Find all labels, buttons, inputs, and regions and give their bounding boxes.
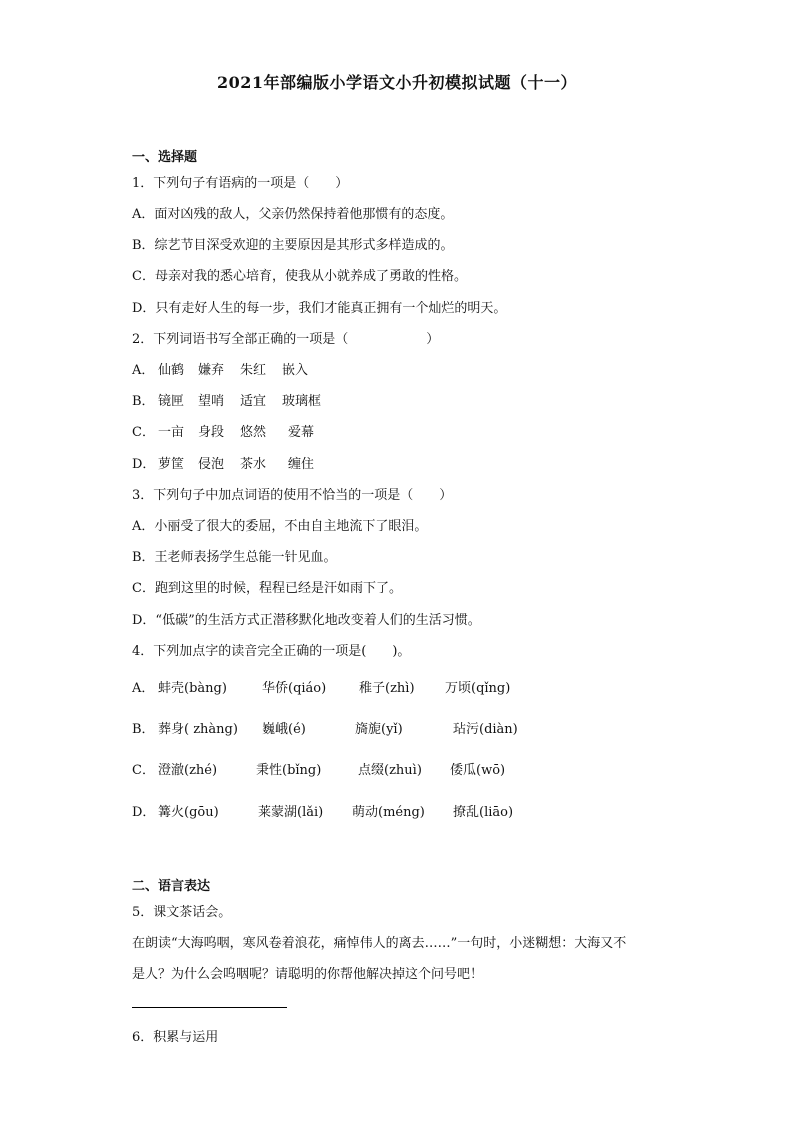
option-letter: B．: [132, 722, 155, 737]
question-1-option-a: A．面对凶残的敌人，父亲仍然保持着他那惯有的态度。: [132, 207, 454, 222]
option-item: 莱蒙湖(lǎi): [258, 805, 324, 820]
option-word: 望哨: [198, 394, 225, 409]
question-3-option-b: B．王老师表扬学生总能一针见血。: [132, 550, 337, 565]
question-6-stem: 6．积累与运用: [132, 1030, 219, 1045]
option-letter: A．: [132, 363, 155, 378]
option-letter: C．: [132, 425, 155, 440]
option-word: 萝筐: [158, 457, 185, 472]
option-item: 华侨(qiáo): [262, 681, 327, 696]
option-word: 适宜: [240, 394, 267, 409]
option-word: 仙鹤: [158, 363, 185, 378]
page-title: 2021年部编版小学语文小升初模拟试题（十一）: [216, 73, 578, 92]
option-item: 旖旎(yǐ): [355, 722, 403, 737]
option-item: 万顷(qǐng): [445, 681, 511, 696]
option-word: 爱幕: [288, 425, 315, 440]
option-item: 澄澈(zhé): [158, 763, 218, 778]
option-letter: A．: [132, 681, 155, 696]
option-word: 玻璃框: [282, 394, 322, 409]
question-5-stem: 5．课文茶话会。: [132, 905, 232, 920]
option-word: 镜匣: [158, 394, 185, 409]
question-3-stem: 3．下列句子中加点词语的使用不恰当的一项是（ ）: [132, 488, 453, 503]
question-5-line-2: 是人？为什么会呜咽呢？请聪明的你帮他解决掉这个问号吧！: [132, 967, 484, 982]
question-4-option-a: [132, 677, 510, 696]
option-word: 一亩: [158, 425, 185, 440]
question-3-option-c: C．跑到这里的时候，程程已经是汗如雨下了。: [132, 581, 402, 596]
option-item: 玷污(diàn): [453, 722, 518, 737]
answer-line[interactable]: [132, 1007, 287, 1008]
option-letter: D．: [132, 805, 156, 820]
option-item: 蚌壳(bàng): [158, 681, 227, 696]
question-2-option-b: [132, 390, 321, 409]
option-item: 稚子(zhì): [359, 681, 415, 696]
question-4-option-c: [132, 759, 505, 778]
option-item: 萌动(méng): [352, 805, 425, 820]
option-word: 缠住: [288, 457, 315, 472]
option-word: 嫌弃: [198, 363, 225, 378]
option-item: 秉性(bǐng): [256, 763, 322, 778]
question-1-option-d: D．只有走好人生的每一步，我们才能真正拥有一个灿烂的明天。: [132, 301, 507, 316]
question-3-option-a: A．小丽受了很大的委屈，不由自主地流下了眼泪。: [132, 519, 428, 534]
question-3-option-d: D．“低碳”的生活方式正潜移默化地改变着人们的生活习惯。: [132, 613, 481, 628]
option-word: 悠然: [240, 425, 267, 440]
section-heading-choice: 一、选择题: [132, 150, 198, 165]
option-word: 朱红: [240, 363, 267, 378]
option-word: 茶水: [240, 457, 267, 472]
option-item: 巍峨(é): [262, 722, 306, 737]
section-heading-language-expression: 二、语言表达: [132, 879, 211, 894]
question-1-stem: 1．下列句子有语病的一项是（ ）: [132, 176, 349, 191]
question-2-option-a: [132, 359, 308, 378]
option-letter: D．: [132, 457, 156, 472]
question-2-option-d: [132, 453, 314, 472]
question-4-option-d: [132, 801, 513, 820]
question-1-option-b: B．综艺节目深受欢迎的主要原因是其形式多样造成的。: [132, 238, 454, 253]
option-item: 倭瓜(wō): [450, 763, 506, 778]
option-item: 篝火(gōu): [158, 805, 219, 820]
question-2-option-c: [132, 421, 314, 440]
option-letter: B．: [132, 394, 155, 409]
question-1-option-c: C．母亲对我的悉心培育，使我从小就养成了勇敢的性格。: [132, 269, 467, 284]
option-word: 身段: [198, 425, 225, 440]
option-item: 葬身( zhàng): [158, 722, 238, 737]
question-2-stem: 2．下列词语书写全部正确的一项是（ ）: [132, 332, 440, 347]
option-item: 撩乱(liāo): [453, 805, 514, 820]
question-4-option-b: [132, 718, 518, 737]
question-4-stem: 4．下列加点字的读音完全正确的一项是( )。: [132, 644, 411, 659]
option-word: 嵌入: [282, 363, 309, 378]
option-letter: C．: [132, 763, 155, 778]
option-word: 侵泡: [198, 457, 225, 472]
option-item: 点缀(zhuì): [358, 763, 422, 778]
question-5-line-1: 在朗读“大海呜咽，寒风卷着浪花，痛悼伟人的离去……”一句时，小迷糊想：大海又不: [132, 936, 627, 951]
